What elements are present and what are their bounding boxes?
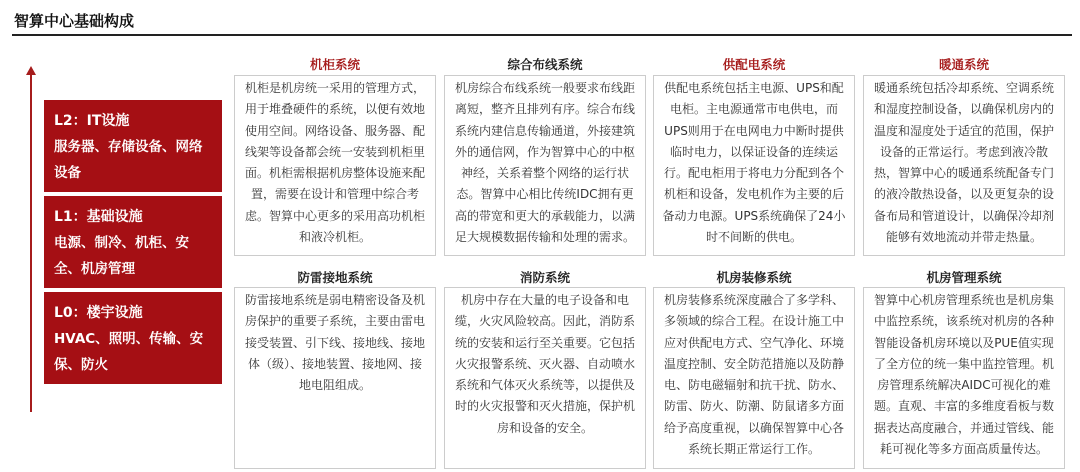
- page-title: 智算中心基础构成: [14, 12, 135, 30]
- layer-heading: L2：IT设施: [54, 113, 130, 129]
- system-card: 机房装修系统深度融合了多学科、多领域的综合工程。在设计施工中应对供配电方式、空气净化、环境温度控制、安全防范措施以及防静电、防电磁辐射和抗干扰、防水、防雷、防火、防潮、防鼠诸多方面给予高度重视，以确保智算中心各系统长期正常运行工作。: [653, 287, 855, 469]
- system-card: 防雷接地系统是弱电精密设备及机房保护的重要子系统，主要由雷电接受装置、引下线、接地线、接地体（级）、接地装置、接地网、接地电阻组成。: [234, 287, 436, 469]
- layer-heading: L1：基础设施: [54, 209, 143, 225]
- system-title: 消防系统: [519, 270, 570, 285]
- system-card: 暖通系统包括冷却系统、空调系统和湿度控制设备，以确保机房内的温度和湿度处于适宜的范围，保护设备的正常运行。考虑到液冷散热，智算中心的暖通系统配备专门的液冷散热设备，以及更复杂的设备布局和管道设计，以确保冷却剂能够有效地流动并带走热量。: [863, 75, 1065, 256]
- system-title: 暖通系统: [938, 57, 989, 72]
- system-card: 机房中存在大量的电子设备和电缆，火灾风险较高。因此，消防系统的安装和运行至关重要。它包括火灾报警系统、灭火器、自动喷水系统和气体灭火系统等，以提供及时的火灾报警和灭火措施，保护机房和设备的安全。: [444, 287, 646, 469]
- layer-body: 电源、制冷、机柜、安全、机房管理: [54, 235, 189, 277]
- layer-l2: [44, 100, 222, 192]
- system-card: 智算中心机房管理系统也是机房集中监控系统，该系统对机房的各种智能设备机房环境以及PUE值实现了全方位的统一集中监控管理。机房管理系统解决AIDC可视化的难题。直观、丰富的多维度看板与数据表达高度融合，并通过管线、能耗可视化等多方面高质量传达。: [863, 287, 1065, 469]
- system-card: 供配电系统包括主电源、UPS和配电柜。主电源通常市电供电，而UPS则用于在电网电力中断时提供临时电力，以保证设备的连续运行。配电柜用于将电力分配到各个机柜和设备，发电机作为主要的后备动力电源。UPS系统确保了24小时不间断的供电。: [653, 75, 855, 256]
- layer-axis: [30, 72, 32, 412]
- layer-l0: [44, 292, 222, 384]
- layer-body: HVAC、照明、传输、安保、防火: [54, 331, 204, 373]
- layer-body: 服务器、存储设备、网络设备: [54, 139, 203, 181]
- system-title: 防雷接地系统: [297, 270, 373, 285]
- system-title: 综合布线系统: [507, 57, 583, 72]
- system-card: 机房综合布线系统一般要求布线距离短，整齐且排列有序。综合布线系统内建信息传输通道，外接建筑外的通信网，作为智算中心的中枢神经，关系着整个网络的运行状态。智算中心相比传统IDC拥有更高的带宽和更大的承载能力，以满足大规模数据传输和处理的需求。: [444, 75, 646, 256]
- system-title: 机房管理系统: [926, 270, 1002, 285]
- system-title: 机房装修系统: [716, 270, 792, 285]
- system-title: 供配电系统: [722, 57, 786, 72]
- layer-l1: [44, 196, 222, 288]
- system-card: 机柜是机房统一采用的管理方式，用于堆叠硬件的系统，以便有效地使用空间。网络设备、服务器、配线架等设备都会统一安装到机柜里面。机柜需根据机房整体设施来配置，需要在设计和管理中综合考虑。智算中心更多的采用高功机柜和液冷机柜。: [234, 75, 436, 256]
- title-divider: [12, 34, 1072, 36]
- system-title: 机柜系统: [309, 57, 360, 72]
- layer-heading: L0：楼宇设施: [54, 305, 143, 321]
